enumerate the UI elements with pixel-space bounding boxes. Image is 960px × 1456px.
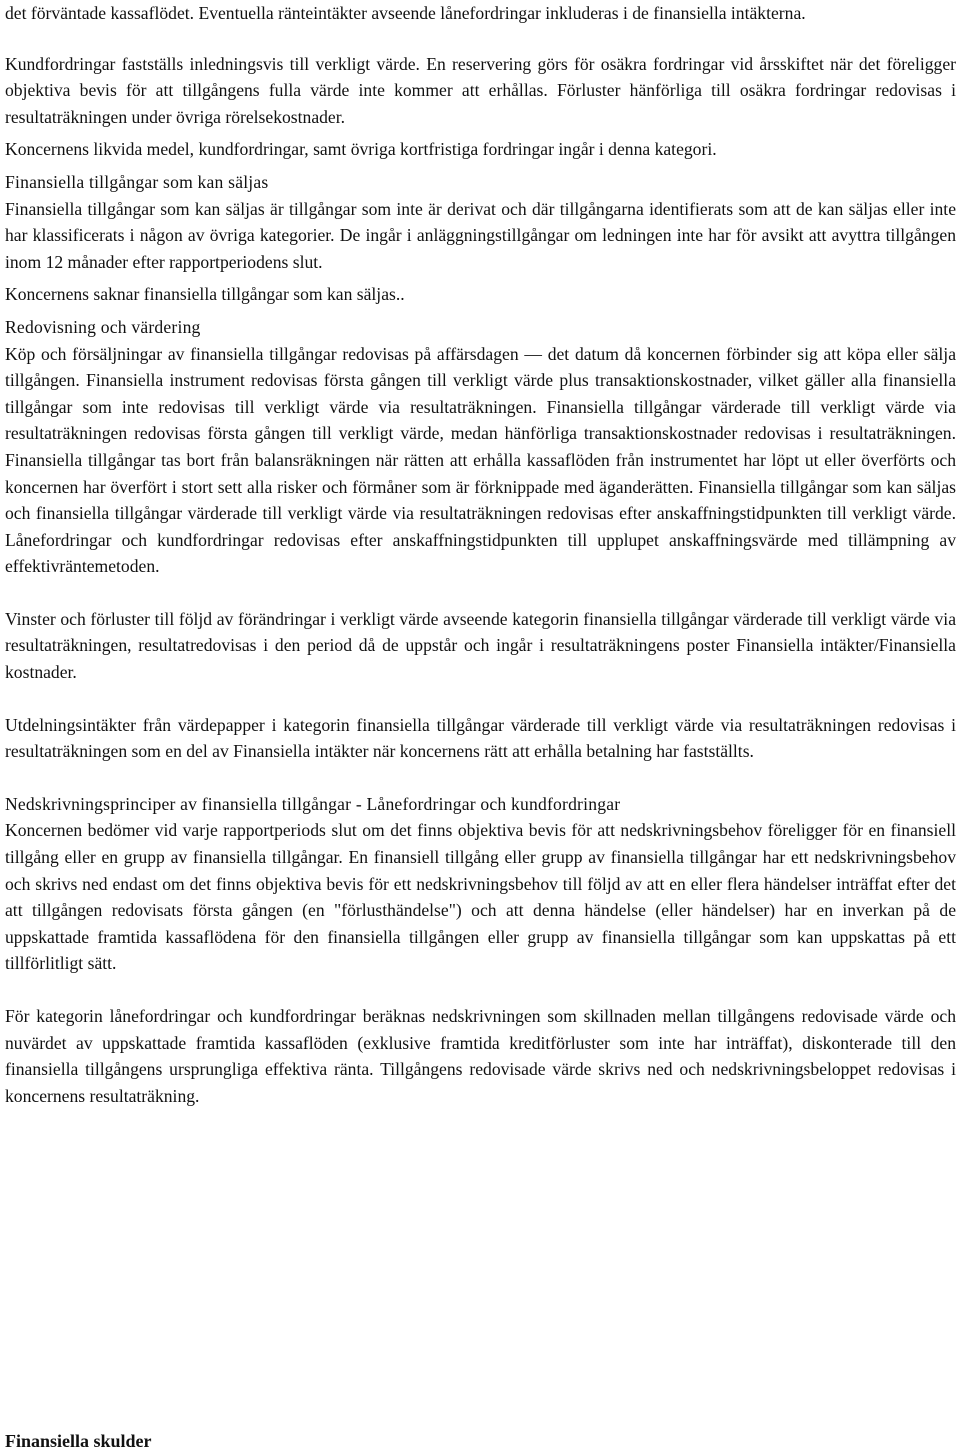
document-page: [5, 0, 956, 1109]
heading-recognition-measurement: Redovisning och värdering: [5, 316, 201, 337]
paragraph-interest-income: det förväntade kassaflödet. Eventuella ränteintäkter avseende lånefordringar inkluderas i de finansiella intäkterna.: [5, 3, 806, 23]
paragraph-recognition-measurement: Köp och försäljningar av finansiella tillgångar redovisas på affärsdagen — det datum då koncernen förbinder sig att köpa eller sälja tillgången. Finansiella instrument redovisas första gången till verkligt värde plus transaktionskostnader, vilket gäller alla finansiella tillgångar som inte redovisas till verkligt värde via resultaträkningen. Finansiella tillgångar värderade till verkligt värde via resultaträkningen redovisas första gången till verkligt värde, medan hänförliga transaktionskostnader redovisas i resultaträkningen. Finansiella tillgångar tas bort från balansräkningen när rätten att erhålla kassaflöden från instrumentet har löpt ut eller överförts och koncernen har överfört i stort sett alla risker och förmåner som är förknippade med äganderätten. Finansiella tillgångar som kan säljas och finansiella tillgångar värderade till verkligt värde via resultaträkningen redovisas efter anskaffningstidpunkten till verkligt värde. Lånefordringar och kundfordringar redovisas efter anskaffningstidpunkten till upplupet anskaffningsvärde med tillämpning av effektivräntemetoden.: [5, 343, 956, 577]
heading-impairment-principles: Nedskrivningsprinciper av finansiella tillgångar - Lånefordringar och kundfordringar: [5, 793, 621, 814]
heading-available-for-sale: Finansiella tillgångar som kan säljas: [5, 171, 269, 192]
paragraph-available-for-sale: Finansiella tillgångar som kan säljas är tillgångar som inte är derivat och där tillgångarna identifierats som att de kan säljas eller inte har klassificerats i någon av övriga kategorier. De ingår i anläggningstillgångar om ledningen inte har för avsikt att avyttra tillgången inom 12 månader efter rapportperiodens slut.: [5, 198, 956, 272]
paragraph-dividend-income: Utdelningsintäkter från värdepapper i kategorin finansiella tillgångar värderade till verkligt värde via resultaträkningen redovisas i resultaträkningen som en del av Finansiella intäkter när koncernens rätt att erhålla betalning har fastställts.: [5, 714, 956, 762]
paragraph-trade-receivables: Kundfordringar fastställs inledningsvis till verkligt värde. En reservering görs för osäkra fordringar vid årsskiftet när det föreligger objektiva bevis för att tillgångens fulla värde inte kommer att erhållas. Förluster hänförliga till osäkra fordringar redovisas i resultaträkningen under övriga rörelsekostnader.: [5, 53, 956, 127]
paragraph-no-available-for-sale: Koncernens saknar finansiella tillgångar som kan säljas..: [5, 284, 405, 305]
paragraph-impairment-assessment: Koncernen bedömer vid varje rapportperiods slut om det finns objektiva bevis för att nedskrivningsbehov föreligger för en finansiell tillgång eller en grupp av finansiella tillgångar. En finansiell tillgång eller grupp av finansiella tillgångar har ett nedskrivningsbehov och skrivs ned endast om det finns objektiva bevis för ett nedskrivningsbehov till följd av att en eller flera händelser inträffat efter det att tillgången redovisats första gången (en "förlusthändelse") och att denna händelse (eller händelser) har en inverkan på de uppskattade framtida kassaflödena för den finansiella tillgången eller grupp av finansiella tillgångar som kan uppskattas på ett tillförlitligt sätt.: [5, 820, 956, 974]
heading-financial-liabilities: Finansiella skulder: [5, 1431, 152, 1451]
paragraph-gains-losses: Vinster och förluster till följd av förändringar i verkligt värde avseende kategorin finansiella tillgångar värderade till verkligt värde via resultaträkningen, resultatredovisas i den period då de uppstår och ingår i resultaträkningens poster Finansiella intäkter/Finansiella kostnader.: [5, 608, 956, 683]
paragraph-impairment-calculation: För kategorin lånefordringar och kundfordringar beräknas nedskrivningen som skillnaden mellan tillgångens redovisade värde och nuvärdet av uppskattade framtida kassaflöden (exklusive framtida kreditförluster som inte har inträffat), diskonterade till den finansiella tillgångens ursprungliga effektiva ränta. Tillgångens redovisade värde skrivs ned och nedskrivningsbeloppet redovisas i koncernens resultaträkning.: [5, 1006, 956, 1106]
paragraph-category-contents: Koncernens likvida medel, kundfordringar, samt övriga kortfristiga fordringar ingår i denna kategori.: [5, 139, 717, 160]
